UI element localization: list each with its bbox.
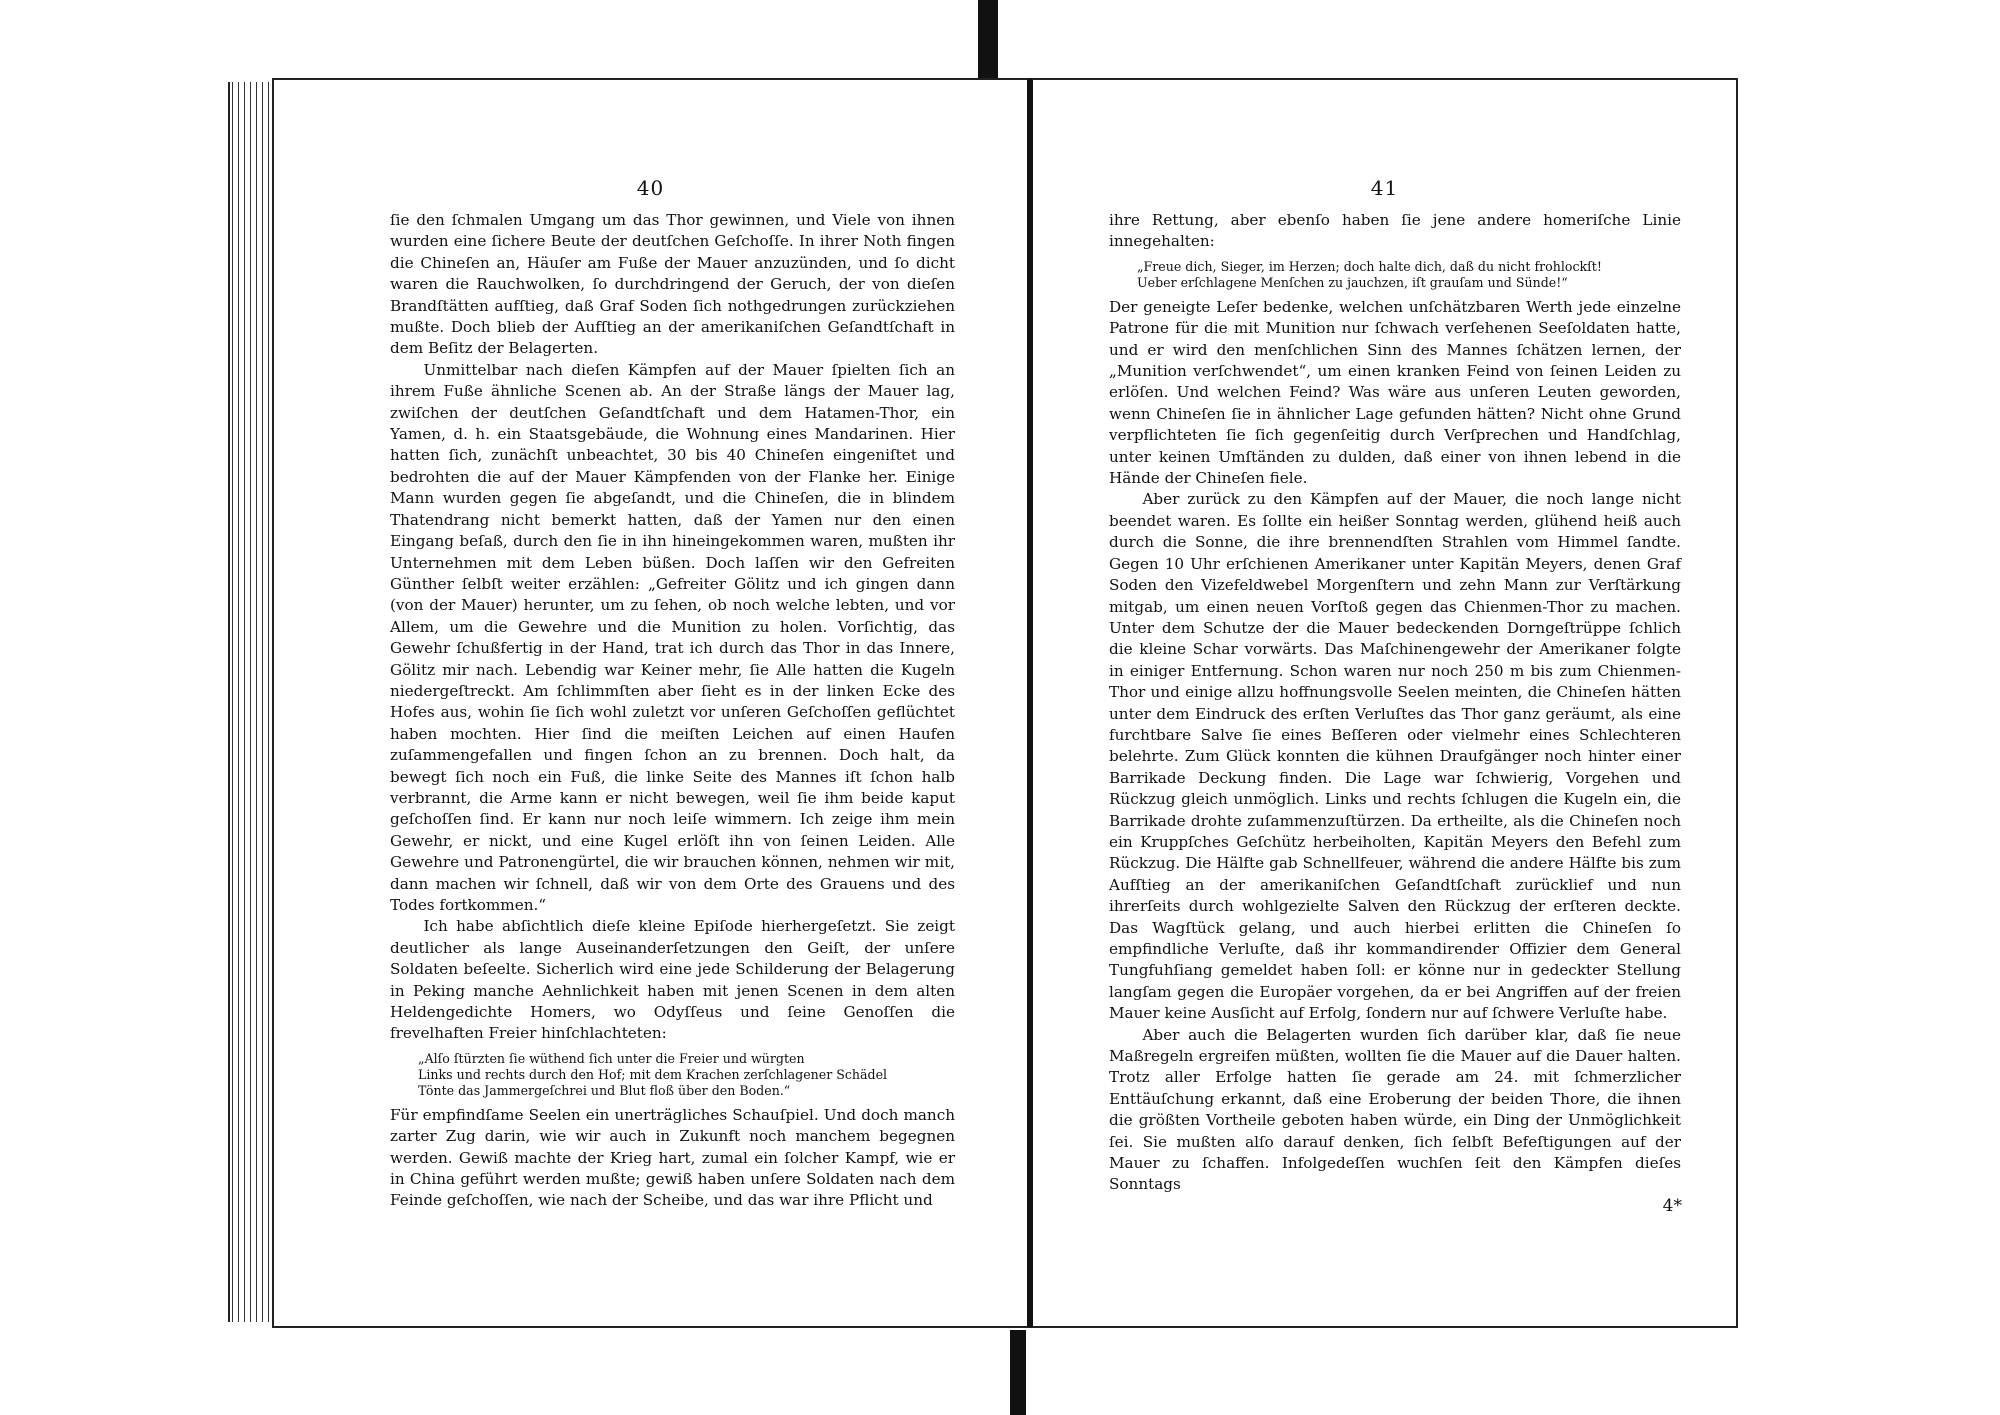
left-page — [272, 78, 1030, 1328]
paragraph: Unmittelbar nach dieſen Kämpfen auf der Mauer ſpielten ſich an ihrem Fuße ähnliche Scenen ab. An der Straße längs der Mauer lag, zwiſchen der deutſchen Geſandtſchaft und dem Hatamen-Thor, ein Yamen, d. h. ein Staatsgebäude, die Wohnung eines Mandarinen. Hier hatten ſich, zunächſt unbeachtet, 30 bis 40 Chineſen eingeniſtet und bedrohten die auf der Mauer Kämpfenden von der Flanke her. Einige Mann wurden gegen ſie abgeſandt, und die Chineſen, die in blindem Thatendrang nicht bemerkt hatten, daß der Yamen nur den einen Eingang beſaß, durch den ſie in ihn hineingekommen waren, mußten ihr Unternehmen mit dem Leben büßen. Doch laſſen wir den Gefreiten Günther ſelbſt weiter erzählen: „Gefreiter Gölitz und ich gingen dann (von der Mauer) herunter, um zu ſehen, ob noch welche lebten, und vor Allem, um die Gewehre und die Munition zu holen. Vorſichtig, das Gewehr ſchußfertig in der Hand, trat ich durch das Thor in das Innere, Gölitz mir nach. Lebendig war Keiner mehr, ſie Alle hatten die Kugeln niedergeſtreckt. Am ſchlimmſten aber ſieht es in der linken Ecke des Hofes aus, wohin ſie ſich wohl zuletzt vor unſeren Geſchoſſen geflüchtet haben mochten. Hier ſind die meiſten Leichen auf einen Haufen zuſammengefallen und fingen ſchon an zu brennen. Doch halt, da bewegt ſich noch ein Fuß, die linke Seite des Mannes iſt ſchon halb verbrannt, die Arme kann er nicht bewegen, weil ſie ihm beide kaput geſchoſſen ſind. Er kann nur noch leiſe wimmern. Ich zeige ihm mein Gewehr, er nickt, und eine Kugel erlöſt ihn von ſeinen Leiden. Alle Gewehre und Patronengürtel, die wir brauchen können, nehmen wir mit, dann machen wir ſchnell, daß wir von dem Orte des Grauens und des Todes fortkommen.“ — [390, 360, 955, 914]
paragraph: Ich habe abſichtlich dieſe kleine Epiſode hierhergeſetzt. Sie zeigt deutlicher als lange Auseinanderſetzungen den Geiſt, der unſere Soldaten beſeelte. Sicherlich wird eine jede Schilderung der Belagerung in Peking manche Aehnlichkeit haben mit jenen Scenen in dem alten Heldengedichte Homers, wo Odyſſeus und ſeine Genoſſen die frevelhaften Freier hinſchlachteten: — [390, 917, 955, 1043]
paragraph: ihre Rettung, aber ebenſo haben ſie jene andere homeriſche Linie innegehalten: — [1109, 211, 1681, 251]
page-number-left: 40 — [636, 176, 665, 200]
paragraph: Aber auch die Belagerten wurden ſich darüber klar, daß ſie neue Maßregeln ergreifen müßten, wollten ſie die Mauer auf die Dauer halten. Trotz aller Erfolge hatten ſie gerade am 24. mit ſchmerzlicher Enttäuſchung erkannt, daß eine Eroberung der beiden Thore, die ihnen die größten Vortheile geboten haben würde, ein Ding der Unmöglichkeit ſei. Sie mußten alſo darauf denken, ſich ſelbſt Befeſtigungen auf der Mauer zu ſchaffen. Infolgedeſſen wuchſen ſeit den Kämpfen dieſes Sonntags — [1109, 1025, 1681, 1194]
quote-line: Links und rechts durch den Hof; mit dem Krachen zerſchlagener Schädel — [418, 1066, 888, 1082]
paragraph: Der geneigte Leſer bedenke, welchen unſchätzbaren Werth jede einzelne Patrone für die mit Munition nur ſchwach verſehenen Seeſoldaten hatte, und er wird den menſchlichen Sinn des Mannes ſchätzen lernen, der „Munition verſchwendet“, um einen kranken Feind von ſeinen Leiden zu erlöſen. Und welchen Feind? Was wäre aus unſeren Leuten geworden, wenn Chineſen ſie in ähnlicher Lage gefunden hätten? Nicht ohne Grund verpflichteten ſie ſich gegenſeitig durch Verſprechen und Handſchlag, unter keinen Umſtänden zu dulden, daß einer von ihnen lebend in die Hände der Chineſen fiele. — [1109, 297, 1681, 488]
signature-mark: 4* — [1662, 1196, 1682, 1216]
homer-quote — [1137, 259, 1681, 291]
quote-line: „Freue dich, Sieger, im Herzen; doch halte dich, daß du nicht frohlockſt! — [1137, 258, 1602, 274]
quote-line: Tönte das Jammergeſchrei und Blut floß über den Boden.“ — [418, 1082, 791, 1098]
right-page — [1030, 78, 1738, 1328]
left-page-text — [390, 210, 955, 1212]
paragraph: ſie den ſchmalen Umgang um das Thor gewinnen, und Viele von ihnen wurden eine ſichere Beute der deutſchen Geſchoſſe. In ihrer Noth fingen die Chineſen an, Häuſer am Fuße der Mauer anzuzünden, und ſo dicht waren die Rauchwolken, ſo durchdringend der Geruch, der von dieſen Brandſtätten aufſtieg, daß Graf Soden ſich nothgedrungen zurückziehen mußte. Doch blieb der Aufſtieg an der amerikaniſchen Geſandtſchaft in dem Beſitz der Belagerten. — [390, 211, 955, 358]
spine-bottom-binding — [1010, 1330, 1026, 1415]
paragraph: Aber zurück zu den Kämpfen auf der Mauer, die noch lange nicht beendet waren. Es ſollte ein heißer Sonntag werden, glühend heiß auch durch die Sonne, die ihre brennendſten Strahlen vom Himmel ſandte. Gegen 10 Uhr erſchienen Amerikaner unter Kapitän Meyers, denen Graf Soden den Vizefeldwebel Morgenſtern und zehn Mann zur Verſtärkung mitgab, um einen neuen Vorſtoß gegen das Chienmen-Thor zu machen. Unter dem Schutze der die Mauer bedeckenden Dorngeſtrüppe ſchlich die kleine Schar vorwärts. Das Maſchinengewehr der Amerikaner folgte in einiger Entfernung. Schon waren nur noch 250 m bis zum Chienmen-Thor und einige allzu hoffnungsvolle Seelen meinten, die Chineſen hätten unter dem Eindruck des erſten Verluſtes das Thor ganz geräumt, als eine furchtbare Salve ſie eines Beſſeren oder vielmehr eines Schlechteren belehrte. Zum Glück konnten die kühnen Draufgänger noch hinter einer Barrikade Deckung finden. Die Lage war ſchwierig, Vorgehen und Rückzug gleich unmöglich. Links und rechts ſchlugen die Kugeln ein, die Barrikade drohte zuſammenzuſtürzen. Da ertheilte, als die Chineſen noch ein Kruppſches Geſchütz herbeiholten, Kapitän Meyers den Befehl zum Rückzug. Die Hälfte gab Schnellfeuer, während die andere Hälfte bis zum Aufſtieg an der amerikaniſchen Geſandtſchaft zurücklief und nun ihrerſeits durch wohlgezielte Salven den Rückzug der erſteren deckte. Das Wagſtück gelang, und auch hierbei erlitten die Chineſen ſo empfindliche Verluſte, daß ihr kommandirender Offizier dem General Tungfuhſiang gemeldet haben ſoll: er könne nur in gedeckter Stellung langſam gegen die Europäer vorgehen, da er bei Angriffen auf der freien Mauer keine Ausſicht auf Erfolg, ſondern nur auf ſchwere Verluſte habe. — [1109, 490, 1681, 1023]
right-page-text — [1109, 210, 1681, 1196]
page-number-right: 41 — [1370, 176, 1399, 200]
paragraph: Für empfindſame Seelen ein unerträgliches Schauſpiel. Und doch manch zarter Zug darin, wie wir auch in Zukunft noch manchem begegnen werden. Gewiß machte der Krieg hart, zumal ein ſolcher Kampf, wie er in China geführt werden mußte; gewiß haben unſere Soldaten nach dem Feinde geſchoſſen, wie nach der Scheibe, und das war ihre Pflicht und — [390, 1105, 955, 1210]
quote-line: Ueber erſchlagene Menſchen zu jauchzen, iſt grauſam und Sünde!“ — [1137, 274, 1568, 290]
homer-quote — [418, 1051, 955, 1099]
quote-line: „Alſo ſtürzten ſie wüthend ſich unter die Freier und würgten — [418, 1050, 805, 1066]
